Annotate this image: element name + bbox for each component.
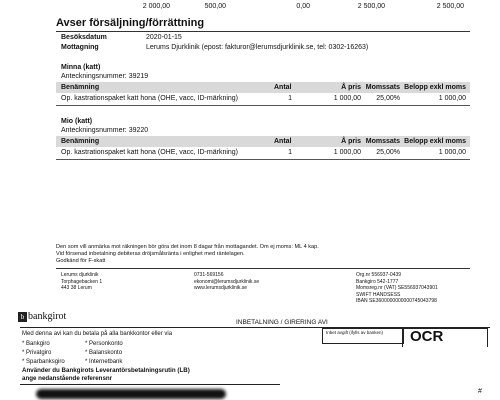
payslip-title: INBETALNING / GIRERING AVI bbox=[236, 319, 328, 326]
header-vat: Momssats bbox=[365, 138, 400, 145]
payment-option: * Balanskonto bbox=[85, 350, 123, 356]
footer-line: Bankgiro 542-1777 bbox=[356, 278, 399, 285]
fee-box bbox=[322, 328, 404, 344]
table-row bbox=[56, 93, 470, 104]
item-name: Op. kastrationspaket katt hona (OHE, vacc, ID-märkning) bbox=[61, 95, 239, 102]
row-rule bbox=[56, 105, 470, 106]
reception-label: Mottagning bbox=[61, 44, 99, 51]
item-price: 1 000,00 bbox=[333, 149, 361, 156]
header-price: Å pris bbox=[341, 138, 361, 145]
header-vat: Momssats bbox=[365, 84, 400, 91]
lb-line: Använder du Bankgirots Leverantörsbetalningsrutin (LB) bbox=[22, 367, 190, 374]
payment-option: * Personkonto bbox=[85, 341, 123, 347]
payment-options-right bbox=[85, 340, 123, 367]
payslip-instruction: Med denna avi kan du betala på alla bankkontor eller via bbox=[22, 331, 173, 337]
redacted-reference bbox=[36, 389, 226, 399]
bankgirot-logo bbox=[18, 311, 66, 322]
footer-registry bbox=[356, 272, 438, 305]
footer-line: 443 38 Lerum bbox=[61, 285, 92, 291]
bottom-marker: # bbox=[478, 388, 482, 395]
header-amount: Belopp exkl moms bbox=[404, 84, 466, 91]
lb-text bbox=[22, 367, 190, 383]
header-qty: Antal bbox=[274, 138, 292, 145]
header-amount: Belopp exkl moms bbox=[404, 138, 466, 145]
payment-options-left bbox=[22, 340, 65, 367]
header-qty: Antal bbox=[274, 84, 292, 91]
footer-rule bbox=[56, 268, 470, 269]
footer-line: ekonomi@lerumsdjurklinik.se bbox=[194, 278, 260, 285]
footer-line: Momsreg.nr (VAT) SE556937043901 bbox=[356, 285, 438, 291]
bankgirot-icon: b bbox=[18, 312, 27, 322]
payment-option: * Privatgiro bbox=[22, 350, 52, 356]
reception-value: Lerums Djurklinik (epost: fakturor@lerumsdjurklinik.se, tel: 0302-16263) bbox=[146, 44, 369, 51]
footer-line: Lerums djurklinik bbox=[61, 272, 99, 278]
notice-text: Godkänd för F-skatt bbox=[56, 258, 106, 264]
item-amount: 1 000,00 bbox=[438, 95, 466, 102]
table-row bbox=[56, 147, 470, 158]
patient-note: Anteckningsnummer: 39219 bbox=[61, 73, 149, 80]
item-amount: 1 000,00 bbox=[438, 149, 466, 156]
footer-address bbox=[61, 272, 102, 292]
visit-date-value: 2020-01-15 bbox=[146, 34, 182, 41]
item-qty: 1 bbox=[288, 95, 292, 102]
patient-name: Mio (katt) bbox=[61, 118, 93, 125]
item-qty: 1 bbox=[288, 149, 292, 156]
footer-line: IBAN SE3600000000000745043798 bbox=[356, 298, 437, 304]
footer-line: Org.nr 556937-0439 bbox=[356, 272, 402, 278]
patient-note: Anteckningsnummer: 39220 bbox=[61, 127, 149, 134]
fee-box-label: Inbet avgift (ifylls av banken) bbox=[326, 330, 384, 335]
ocr-box bbox=[402, 328, 488, 347]
section-title-rule bbox=[56, 31, 470, 32]
notice-text: Den som vill anmärka mot räkningen bör göra det inom 8 dagar från mottagandet. Om ej moms: ML 4 kap. bbox=[56, 244, 319, 250]
footer-line: 0731-569156 bbox=[194, 272, 224, 278]
section-title: Avser försäljning/förrättning bbox=[56, 17, 205, 29]
footer-contact bbox=[194, 272, 259, 292]
top-total-4: 2 500,00 bbox=[357, 3, 385, 10]
header-name: Benämning bbox=[61, 84, 100, 91]
footer-line: SWIFT HANDSESS bbox=[356, 291, 401, 298]
patient-name: Minna (katt) bbox=[61, 64, 101, 71]
footer-line: www.lerumsdjurklinik.se bbox=[194, 285, 248, 291]
item-vat: 25,00% bbox=[376, 149, 400, 156]
header-name: Benämning bbox=[61, 138, 100, 145]
item-vat: 25,00% bbox=[376, 95, 400, 102]
bankgirot-wordmark: bankgirot bbox=[28, 311, 67, 322]
visit-date-label: Besöksdatum bbox=[61, 34, 107, 41]
lb-line: ange nedanstående referensnr bbox=[22, 375, 113, 382]
row-rule bbox=[56, 159, 470, 160]
payment-option: * Bankgiro bbox=[22, 341, 50, 347]
item-name: Op. kastrationspaket katt hona (OHE, vacc, ID-märkning) bbox=[61, 149, 239, 156]
header-price: Å pris bbox=[341, 84, 361, 91]
top-total-5: 2 500,00 bbox=[436, 3, 464, 10]
item-price: 1 000,00 bbox=[333, 95, 361, 102]
payment-option: * Sparbanksgiro bbox=[22, 359, 65, 365]
top-total-1: 2 000,00 bbox=[142, 3, 170, 10]
top-total-2: 500,00 bbox=[204, 3, 226, 10]
notice-text: Vid försenad inbetalning debiteras dröjsmålsränta i enlighet med räntelagen. bbox=[56, 251, 245, 257]
table-header-row bbox=[56, 136, 470, 147]
payment-option: * Internetbank bbox=[85, 359, 123, 365]
table-header-row bbox=[56, 82, 470, 93]
ocr-label: OCR bbox=[410, 328, 444, 345]
top-total-3: 0,00 bbox=[296, 3, 310, 10]
footer-line: Torphagebacken 1 bbox=[61, 278, 103, 285]
